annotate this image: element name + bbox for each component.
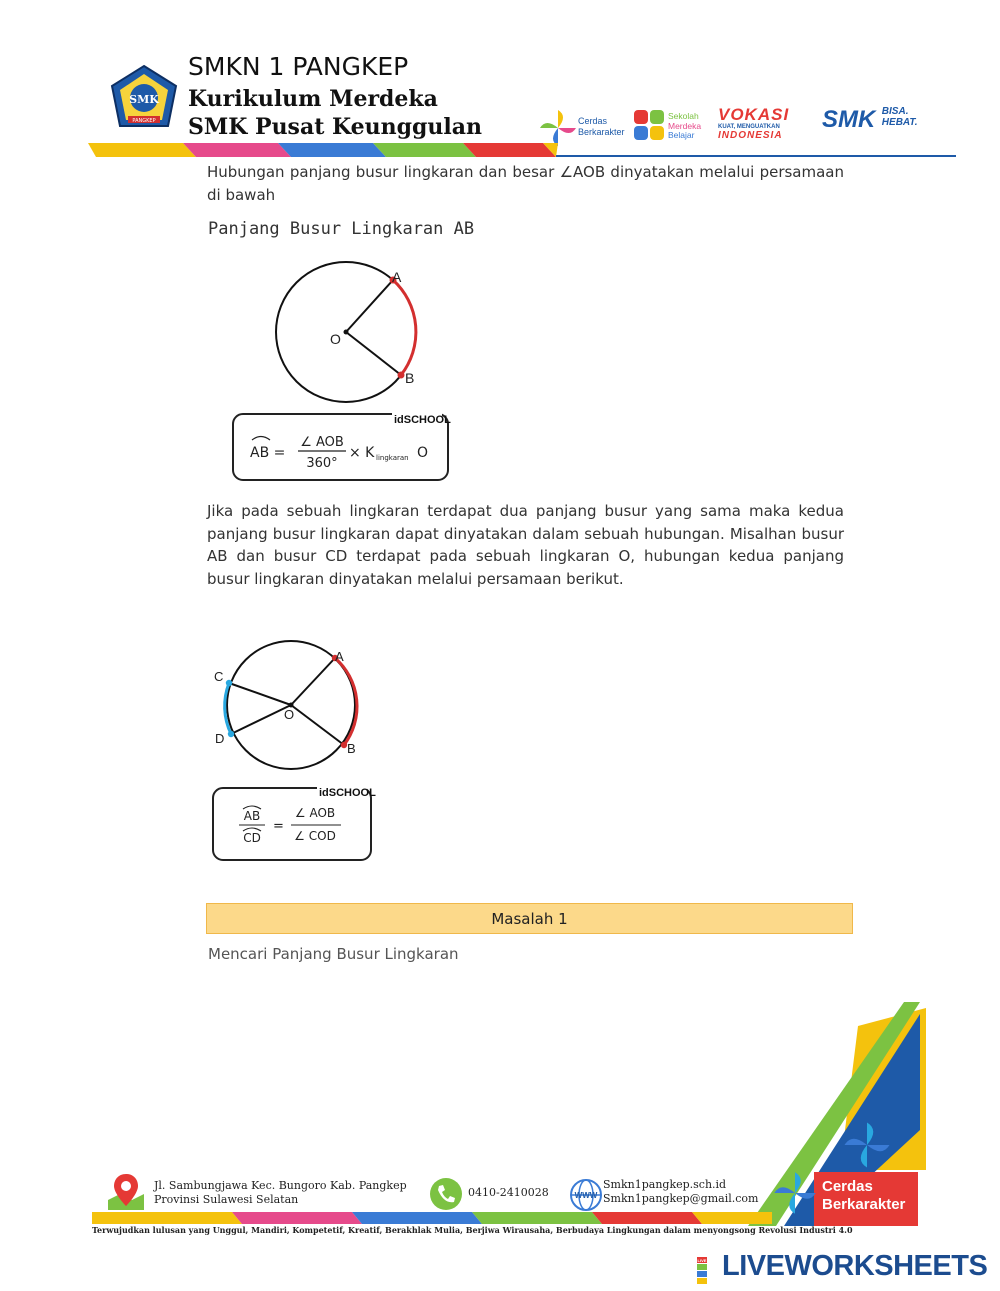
partner-2-line1: Sekolah <box>668 111 699 121</box>
partner-1-line1: Cerdas <box>578 116 608 126</box>
intro-paragraph: Hubungan panjang busur lingkaran dan besar ∠AOB dinyatakan melalui persamaan di bawah <box>207 163 844 204</box>
location-icon <box>106 1172 146 1212</box>
partner-3-line1: VOKASI <box>718 105 790 124</box>
web-contacts <box>603 1178 758 1206</box>
partner-4-line1: SMK <box>822 106 876 133</box>
cerdas-berkarakter-badge <box>822 1178 905 1214</box>
formula-1-den: 360° <box>306 456 338 471</box>
email: Smkn1pangkep@gmail.com <box>603 1192 759 1205</box>
brand-prefix: LIVE <box>697 1258 707 1263</box>
logo-caption: PANGKEP <box>132 118 156 124</box>
vokasi-logo <box>718 106 818 142</box>
formula-2-right-den: ∠ COD <box>294 829 336 843</box>
address-line1: Jl. Sambungjawa Kec. Bungoro Kab. Pangkep <box>154 1179 407 1192</box>
label-c: C <box>214 669 224 684</box>
arc-ab-2 <box>335 658 357 745</box>
header-stripe <box>88 143 958 159</box>
point-b <box>398 372 405 379</box>
formula-1-sub: lingkaran <box>376 454 409 462</box>
formula-2-right-num: ∠ AOB <box>294 806 336 820</box>
label-a-2: A <box>335 649 344 664</box>
problem-title: Mencari Panjang Busur Lingkaran <box>208 945 459 963</box>
pinwheel-icon <box>538 108 578 148</box>
problem-header: Masalah 1 <box>206 903 853 934</box>
logo-text: SMK <box>129 93 159 106</box>
label-d: D <box>215 731 225 746</box>
formula-2-left-num: AB <box>243 809 261 823</box>
cerdas-line2: Berkarakter <box>822 1196 906 1213</box>
label-b: B <box>405 370 415 386</box>
globe-icon <box>569 1178 603 1212</box>
label-a: A <box>392 269 402 285</box>
formula-1-lhs: AB = <box>250 445 286 461</box>
figure-2-circle <box>205 635 385 865</box>
label-o-2: O <box>284 707 295 722</box>
school-motto: Terwujudkan lulusan yang Unggul, Mandiri, Kompetetif, Kreatif, Berakhlak Mulia, Berjiwa Wirausaha, Berbudaya Lingkungan dalam menyongsong Revolusi Industri 4.0 <box>92 1225 853 1235</box>
liveworksheets-logo-icon <box>697 1257 719 1285</box>
radius-oa <box>346 280 393 332</box>
pinwheel-decor-icon <box>842 1120 892 1170</box>
phone-number: 0410-2410028 <box>468 1186 549 1199</box>
watermark-1: idSCHOOL <box>394 414 451 426</box>
cerdas-line1: Cerdas <box>822 1178 873 1195</box>
smk-bisa-hebat-logo <box>822 106 932 142</box>
formula-2-left-den: CD <box>243 831 261 845</box>
label-o: O <box>330 331 341 347</box>
school-logo <box>108 64 180 132</box>
formula-1-o: O <box>417 445 429 461</box>
formula-1-num: ∠ AOB <box>300 435 344 450</box>
school-name: SMKN 1 PANGKEP <box>188 52 409 81</box>
watermark-2: idSCHOOL <box>319 787 376 799</box>
point-d <box>228 731 234 737</box>
merdeka-icon <box>632 108 666 144</box>
partner-2-line3: Belajar <box>668 130 695 140</box>
partner-1-line2: Berkarakter <box>578 127 625 137</box>
arc-ab <box>393 280 416 375</box>
curriculum-title: Kurikulum Merdeka <box>188 86 438 112</box>
address-line2: Provinsi Sulawesi Selatan <box>154 1193 299 1206</box>
paragraph-2: Jika pada sebuah lingkaran terdapat dua panjang busur yang sama maka kedua panjang busur lingkaran dapat dinyatakan dalam sebuah hubungan. Misalhan busur AB dan busur CD terdapat pada sebuah lingkaran O, hubungan kedua panjang busur lingkaran dinyatakan melalui persamaan berikut. <box>207 502 844 588</box>
label-b-2: B <box>347 741 356 756</box>
partner-3-line3: INDONESIA <box>718 130 783 141</box>
program-title: SMK Pusat Keunggulan <box>188 114 483 140</box>
pinwheel-decor-icon-2 <box>772 1170 818 1216</box>
point-c <box>226 680 232 686</box>
center-point <box>344 330 349 335</box>
address-block <box>154 1179 407 1207</box>
formula-2-equals: = <box>273 819 284 834</box>
phone-icon <box>428 1176 464 1212</box>
partner-4-line3: HEBAT. <box>881 117 918 128</box>
figure-1-circle <box>230 252 460 492</box>
figure-1-title: Panjang Busur Lingkaran AB <box>208 219 475 239</box>
partner-4-line2: BISA. <box>881 106 909 117</box>
globe-text: WWW <box>574 1191 598 1200</box>
footer-stripe <box>92 1212 772 1226</box>
radius-ob <box>346 332 401 375</box>
partner-2-line2: Merdeka <box>668 120 702 131</box>
formula-1-times: × K <box>349 445 375 461</box>
liveworksheets-brand: LIVEWORKSHEETS <box>722 1250 988 1282</box>
partner-3-line2: KUAT, MENGUATKAN <box>718 124 780 130</box>
website: Smkn1pangkep.sch.id <box>603 1178 727 1191</box>
